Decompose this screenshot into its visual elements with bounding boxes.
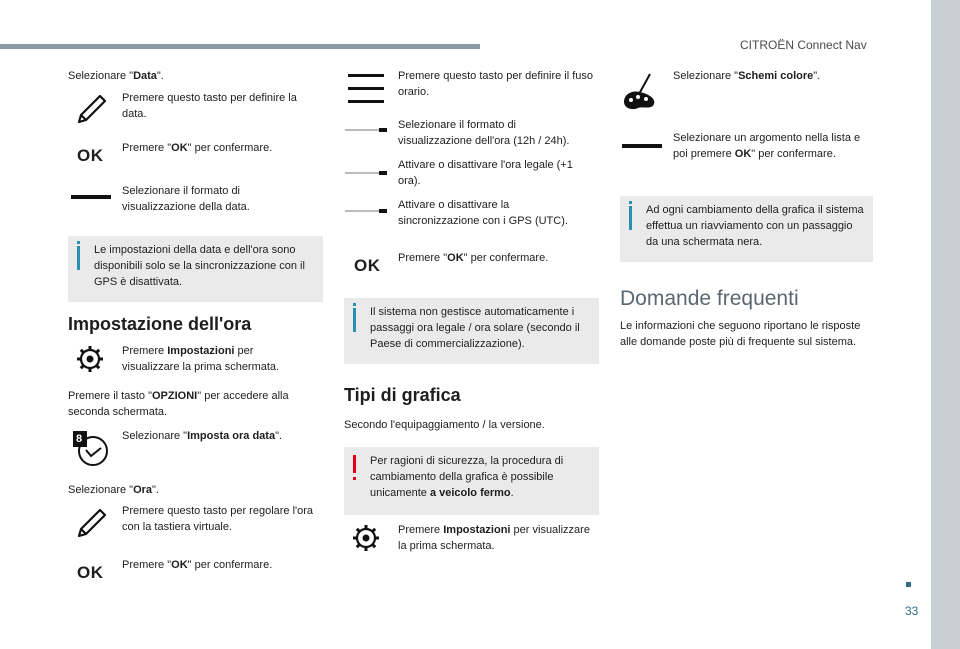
instruction-set-time: Selezionare "Imposta ora data". [122, 430, 283, 442]
section-heading-faq: Domande frequenti [620, 287, 799, 310]
instruction-confirm-ok-1: Premere "OK" per confermare. [122, 142, 273, 154]
warning-note-vehicle-stopped: Per ragioni di sicurezza, la procedura di cambiamento della grafica è possibile unicamente a veicolo fermo. [344, 447, 599, 515]
instruction-choose-topic: Selezionare un argomento nella lista e poi premere OK" per confermare. [673, 132, 861, 160]
warning-icon-dot [353, 477, 356, 480]
section-heading-graphics: Tipi di grafica [344, 385, 461, 405]
header-brand: CITROËN Connect Nav [740, 38, 867, 52]
info-icon-dot [629, 201, 632, 204]
instruction-date-format: Selezionare il formato di visualizzazione della data. [122, 185, 250, 213]
instruction-dst: Attivare o disattivare l'ora legale (+1 ora). [398, 159, 573, 187]
instruction-timezone: Premere questo tasto per definire il fuso orario. [398, 70, 594, 98]
ok-icon: OK [77, 146, 104, 165]
header-rule [0, 44, 480, 49]
info-note-restart: Ad ogni cambiamento della grafica il sistema effettua un riavviamento con un passaggio da una schermata nera. [620, 196, 873, 262]
info-note-gps: Le impostazioni della data e dell'ora sono disponibili solo se la sincronizzazione con il GPS è disattivata. [68, 236, 323, 302]
info-icon [77, 246, 80, 270]
instruction-edit-date: Premere questo tasto per definire la data. [122, 92, 297, 120]
pencil-icon [75, 506, 109, 540]
instruction-color-schemes: Selezionare "Schemi colore". [673, 70, 821, 82]
instruction-select-data: Selezionare "Data". [68, 70, 164, 82]
list-bar-icon [70, 190, 112, 204]
instruction-gps-sync: Attivare o disattivare la sincronizzazione con i GPS (UTC). [398, 199, 568, 227]
instruction-options: Premere il tasto "OPZIONI" per accedere alla seconda schermata. [68, 390, 289, 418]
info-icon [353, 308, 356, 332]
instruction-confirm-ok-3: Premere "OK" per confermare. [398, 252, 549, 264]
info-icon-dot [353, 303, 356, 306]
slider-line-icon [345, 126, 387, 134]
section-heading-time: Impostazione dell'ora [68, 314, 252, 334]
palette-brush-icon [622, 72, 660, 112]
instruction-select-ora: Selezionare "Ora". [68, 484, 159, 496]
instruction-confirm-ok-2: Premere "OK" per confermare. [122, 559, 273, 571]
info-icon [629, 206, 632, 230]
slider-line-icon [345, 207, 387, 215]
menu-lines-icon [348, 74, 384, 104]
calendar-clock-icon [72, 430, 110, 468]
gear-icon [76, 345, 104, 373]
pencil-icon [75, 92, 109, 126]
ok-icon: OK [77, 563, 104, 582]
info-note-dst: Il sistema non gestisce automaticamente i passaggi ora legale / ora solare (secondo il Paese di commercializzazione). [344, 298, 599, 364]
instruction-keyboard: Premere questo tasto per regolare l'ora con la tastiera virtuale. [122, 505, 314, 533]
instruction-settings: Premere Impostazioni per visualizzare la prima schermata. [122, 345, 280, 373]
warning-icon [353, 455, 356, 473]
info-icon-dot [77, 241, 80, 244]
faq-intro: Le informazioni che seguono riportano le risposte alle domande poste più di frequente sul sistema. [620, 320, 861, 348]
instruction-settings-2: Premere Impostazioni per visualizzare la prima schermata. [398, 524, 590, 552]
list-bar-icon [621, 139, 663, 153]
ok-icon: OK [354, 256, 381, 275]
page-side-band [931, 0, 960, 649]
calendar-number: 8 [76, 433, 83, 445]
slider-line-icon [345, 169, 387, 177]
instruction-time-format: Selezionare il formato di visualizzazione dell'ora (12h / 24h). [398, 119, 570, 147]
equipment-note: Secondo l'equipaggiamento / la versione. [344, 419, 545, 431]
gear-icon [352, 524, 380, 552]
page-number: 33 [905, 604, 919, 618]
page-marker [906, 582, 911, 587]
